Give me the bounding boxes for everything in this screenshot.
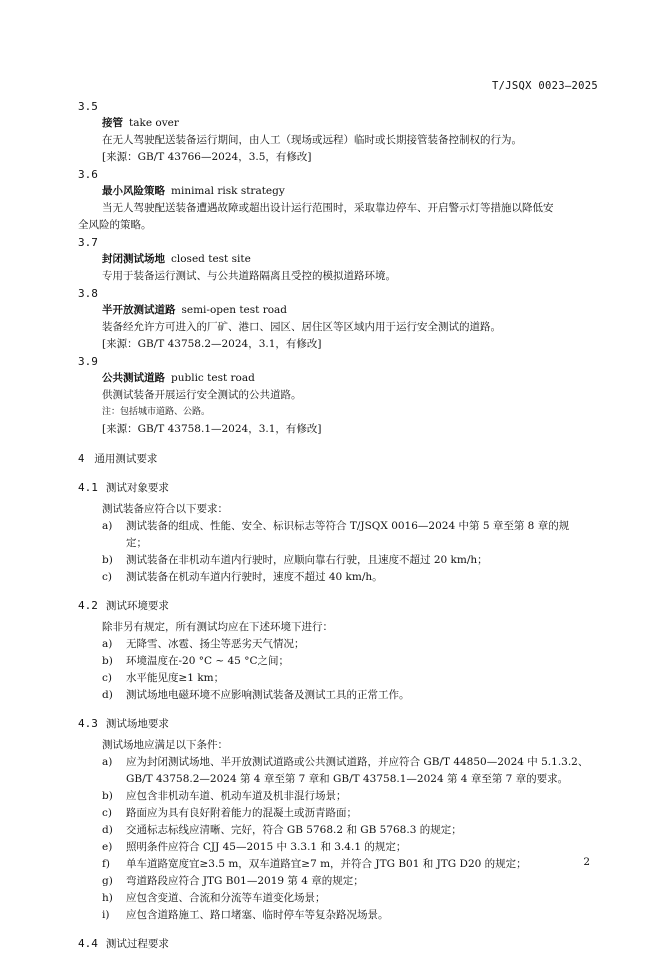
- list-item: [78, 822, 598, 839]
- subsection-title: 测试场地要求: [105, 718, 169, 730]
- term-chinese: 最小风险策略: [102, 185, 165, 197]
- term-english: minimal risk strategy: [171, 185, 285, 197]
- term-source: [来源：GB/T 43766—2024，3.5，有修改]: [102, 151, 312, 163]
- list-text: 交通标志标线应清晰、完好，符合 GB 5768.2 和 GB 5768.3 的规定；: [126, 824, 462, 836]
- subsection-heading: [78, 715, 598, 733]
- term-entry: [78, 98, 598, 166]
- paragraph: 除非另有规定，所有测试均应在下述环境下进行：: [102, 621, 333, 633]
- list-text: 路面应为具有良好附着能力的混凝土或沥青路面；: [126, 807, 357, 819]
- paragraph: 测试场地应满足以下条件：: [102, 739, 228, 751]
- list-text: 应包含非机动车道、机动车道及机非混行场景；: [126, 790, 347, 802]
- subsection-number: 4.4: [78, 937, 98, 950]
- section-title: 通用测试要求: [94, 453, 158, 465]
- list-label: d): [102, 824, 113, 836]
- list-item: [78, 839, 598, 856]
- document-body: [78, 98, 598, 953]
- list-item: [78, 907, 598, 924]
- section-heading: [78, 451, 598, 468]
- list-label: h): [102, 892, 113, 904]
- term-entry: [78, 234, 598, 285]
- term-definition-continued: 全风险的策略。: [78, 219, 152, 231]
- term-definition: 当无人驾驶配送装备遭遇故障或超出设计运行范围时，采取靠边停车、开启警示灯等措施以降低安: [102, 202, 554, 214]
- list-item: [78, 569, 598, 586]
- list-item: [78, 788, 598, 805]
- list-label: i): [102, 909, 110, 921]
- list-item: [78, 670, 598, 687]
- list-item: [78, 653, 598, 670]
- term-chinese: 接管: [102, 117, 123, 129]
- list-label: b): [102, 655, 113, 667]
- list-item: [78, 873, 598, 890]
- term-entry: [78, 166, 598, 234]
- subsection-heading: [78, 597, 598, 615]
- term-note: 注：包括城市道路、公路。: [102, 407, 211, 417]
- list-label: a): [102, 638, 113, 650]
- list-text: 单车道路宽度宜≥3.5 m，双车道路宜≥7 m，并符合 JTG B01 和 JTG D20 的规定；: [126, 858, 527, 870]
- list-label: g): [102, 875, 113, 887]
- term-chinese: 封闭测试场地: [102, 253, 165, 265]
- list-text: 测试装备的组成、性能、安全、标识标志等符合 T/JSQX 0016—2024 中第 5 章至第 8 章的规: [126, 520, 570, 532]
- term-english: public test road: [171, 372, 255, 384]
- list-item: [78, 856, 598, 873]
- list-label: a): [102, 520, 113, 532]
- term-definition: 供测试装备开展运行安全测试的公共道路。: [102, 389, 302, 401]
- term-english: semi-open test road: [181, 304, 288, 316]
- list-text: 应包含道路施工、路口堵塞、临时停车等复杂路况场景。: [126, 909, 389, 921]
- list-label: c): [102, 672, 112, 684]
- list-item: [78, 552, 598, 569]
- list-text: 照明条件应符合 CJJ 45—2015 中 3.3.1 和 3.4.1 的规定；: [126, 841, 407, 853]
- list-label: c): [102, 807, 112, 819]
- list-text: 测试装备在机动车道内行驶时，速度不超过 40 km/h。: [126, 571, 383, 583]
- list-text: 弯道路段应符合 JTG B01—2019 第 4 章的规定；: [126, 875, 364, 887]
- section-number: 4: [78, 453, 85, 465]
- list-label: f): [102, 858, 110, 870]
- list-text: 测试装备在非机动车道内行驶时，应顺向靠右行驶，且速度不超过 20 km/h；: [126, 554, 488, 566]
- term-source: [来源：GB/T 43758.2—2024，3.1，有修改]: [102, 338, 322, 350]
- page-number: 2: [583, 856, 590, 868]
- list-text: 应为封闭测试场地、半开放测试道路或公共测试道路，并应符合 GB/T 44850—2024 中 5.1.3.2、: [126, 756, 589, 768]
- list-text-continued: 定；: [126, 537, 147, 549]
- list-item: [78, 805, 598, 822]
- list-item: [78, 687, 598, 704]
- list-item: [78, 890, 598, 907]
- term-entry: [78, 353, 598, 438]
- term-definition: 在无人驾驶配送装备运行期间，由人工（现场或远程）临时或长期接管装备控制权的行为。: [102, 134, 522, 146]
- term-definition: 专用于装备运行测试、与公共道路隔离且受控的模拟道路环境。: [102, 270, 396, 282]
- term-english: closed test site: [171, 253, 251, 265]
- list-text: 测试场地电磁环境不应影响测试装备及测试工具的正常工作。: [126, 689, 410, 701]
- list-label: d): [102, 689, 113, 701]
- term-number: 3.6: [78, 168, 98, 181]
- paragraph: 测试装备应符合以下要求：: [102, 503, 228, 515]
- subsection-title: 测试对象要求: [105, 482, 169, 494]
- subsection-number: 4.3: [78, 717, 98, 730]
- list-text: 环境温度在-20 °C ~ 45 °C之间；: [126, 655, 289, 667]
- list-item: [78, 636, 598, 653]
- subsection-title: 测试环境要求: [105, 600, 169, 612]
- list-label: b): [102, 790, 113, 802]
- subsection-title: 测试过程要求: [105, 938, 169, 950]
- term-entry: [78, 285, 598, 353]
- list-label: a): [102, 756, 113, 768]
- list-text: 无降雪、冰雹、扬尘等恶劣天气情况；: [126, 638, 305, 650]
- subsection-heading: [78, 935, 598, 953]
- term-chinese: 半开放测试道路: [102, 304, 176, 316]
- list-label: e): [102, 841, 113, 853]
- list-label: c): [102, 571, 112, 583]
- list-text: 应包含变道、合流和分流等车道变化场景；: [126, 892, 326, 904]
- document-id-header: T/JSQX 0023—2025: [492, 80, 598, 92]
- list-text: 水平能见度≥1 km；: [126, 672, 225, 684]
- list-label: b): [102, 554, 113, 566]
- term-english: take over: [129, 117, 179, 129]
- subsection-heading: [78, 479, 598, 497]
- term-source: [来源：GB/T 43758.1—2024，3.1，有修改]: [102, 423, 322, 435]
- term-number: 3.5: [78, 100, 98, 113]
- list-item: [78, 518, 598, 552]
- list-item: [78, 754, 598, 788]
- term-definition: 装备经允许方可进入的厂矿、港口、园区、居住区等区域内用于运行安全测试的道路。: [102, 321, 501, 333]
- term-chinese: 公共测试道路: [102, 372, 165, 384]
- list-text-continued: GB/T 43758.2—2024 第 4 章至第 7 章和 GB/T 43758.1—2024 第 4 章至第 7 章的要求。: [126, 773, 569, 785]
- subsection-number: 4.1: [78, 481, 98, 494]
- subsection-number: 4.2: [78, 599, 98, 612]
- term-number: 3.8: [78, 287, 98, 300]
- term-number: 3.9: [78, 355, 98, 368]
- term-number: 3.7: [78, 236, 98, 249]
